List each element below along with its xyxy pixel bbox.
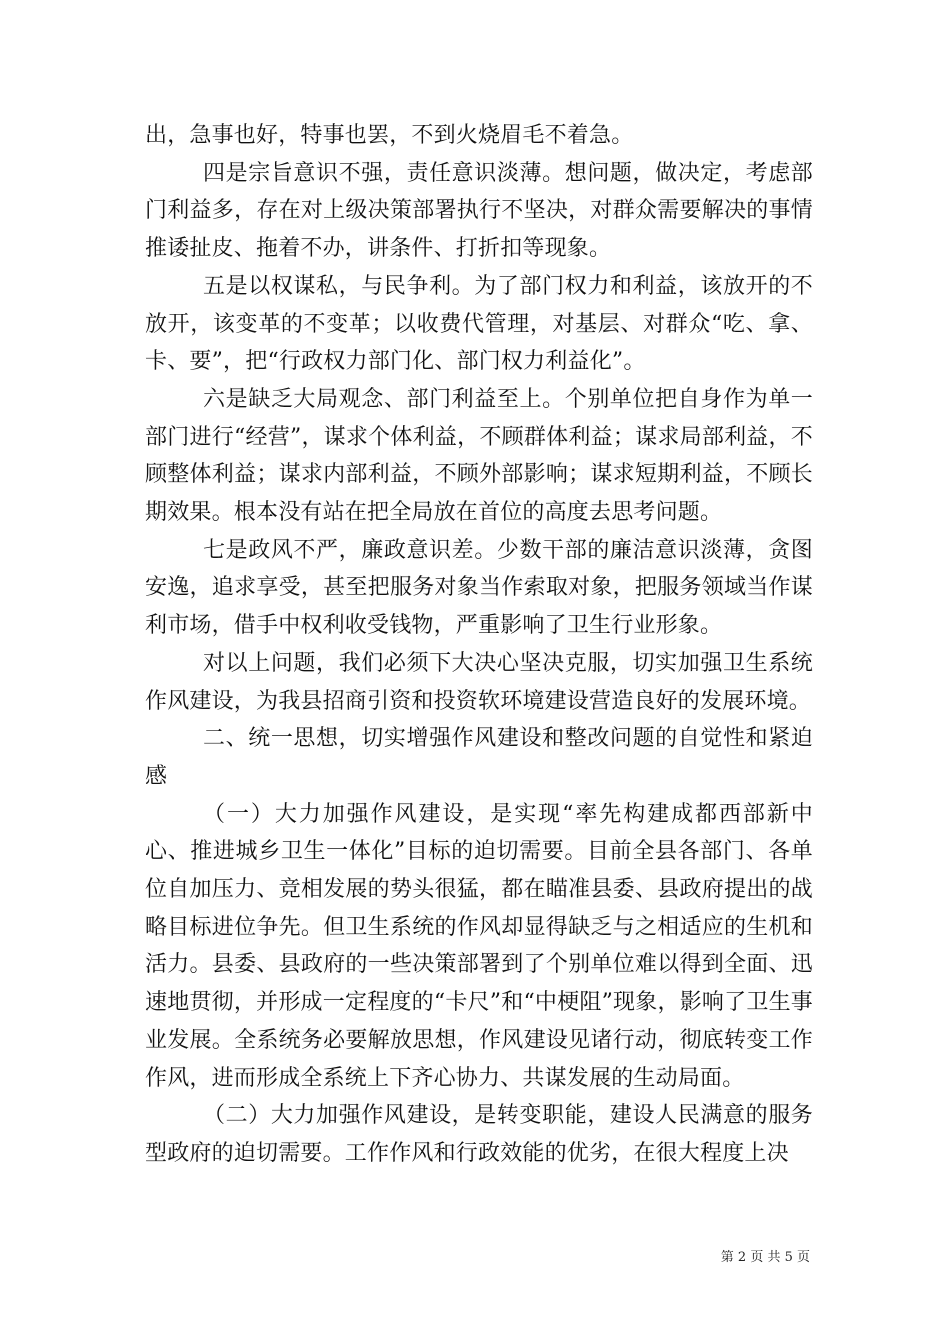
- paragraph: 七是政风不严，廉政意识差。少数干部的廉洁意识淡薄，贪图安逸，追求享受，甚至把服务对象当作索取对象，把服务领域当作谋利市场，借手中权利收受钱物，严重影响了卫生行业形象。: [145, 537, 813, 639]
- paragraph: 五是以权谋私，与民争利。为了部门权力和利益，该放开的不放开，该变革的不变革；以收费代管理，对基层、对群众“吃、拿、卡、要”，把“行政权力部门化、部门权力利益化”。: [145, 273, 813, 375]
- page-number-footer: 第 2 页 共 5 页: [720, 1250, 810, 1265]
- paragraph: 对以上问题，我们必须下大决心坚决克服，切实加强卫生系统作风建设，为我县招商引资和投资软环境建设营造良好的发展环境。: [145, 650, 813, 714]
- paragraph: 六是缺乏大局观念、部门利益至上。个别单位把自身作为单一部门进行“经营”，谋求个体利益，不顾群体利益；谋求局部利益，不顾整体利益；谋求内部利益，不顾外部影响；谋求短期利益，不顾长期效果。根本没有站在把全局放在首位的高度去思考问题。: [145, 386, 813, 526]
- paragraph: 出，急事也好，特事也罢，不到火烧眉毛不着急。: [145, 123, 634, 148]
- paragraph: （一）大力加强作风建设，是实现“率先构建成都西部新中心、推进城乡卫生一体化”目标的迫切需要。目前全县各部门、各单位自加压力、竞相发展的势头很猛，都在瞄准县委、县政府提出的战略目标进位争先。但卫生系统的作风却显得缺乏与之相适应的生机和活力。县委、县政府的一些决策部署到了个别单位难以得到全面、迅速地贯彻，并形成一定程度的“卡尺”和“中梗阻”现象，影响了卫生事业发展。全系统务必要解放思想，作风建设见诸行动，彻底转变工作作风，进而形成全系统上下齐心协力、共谋发展的生动局面。: [145, 801, 813, 1091]
- section-heading: 二、统一思想，切实增强作风建设和整改问题的自觉性和紧迫感: [145, 726, 813, 789]
- paragraph: （二）大力加强作风建设，是转变职能，建设人民满意的服务型政府的迫切需要。工作作风和行政效能的优劣，在很大程度上决: [145, 1103, 813, 1166]
- document-body: [145, 117, 813, 1173]
- paragraph: 四是宗旨意识不强，责任意识淡薄。想问题，做决定，考虑部门利益多，存在对上级决策部署执行不坚决，对群众需要解决的事情推诿扯皮、拖着不办，讲条件、打折扣等现象。: [145, 160, 813, 262]
